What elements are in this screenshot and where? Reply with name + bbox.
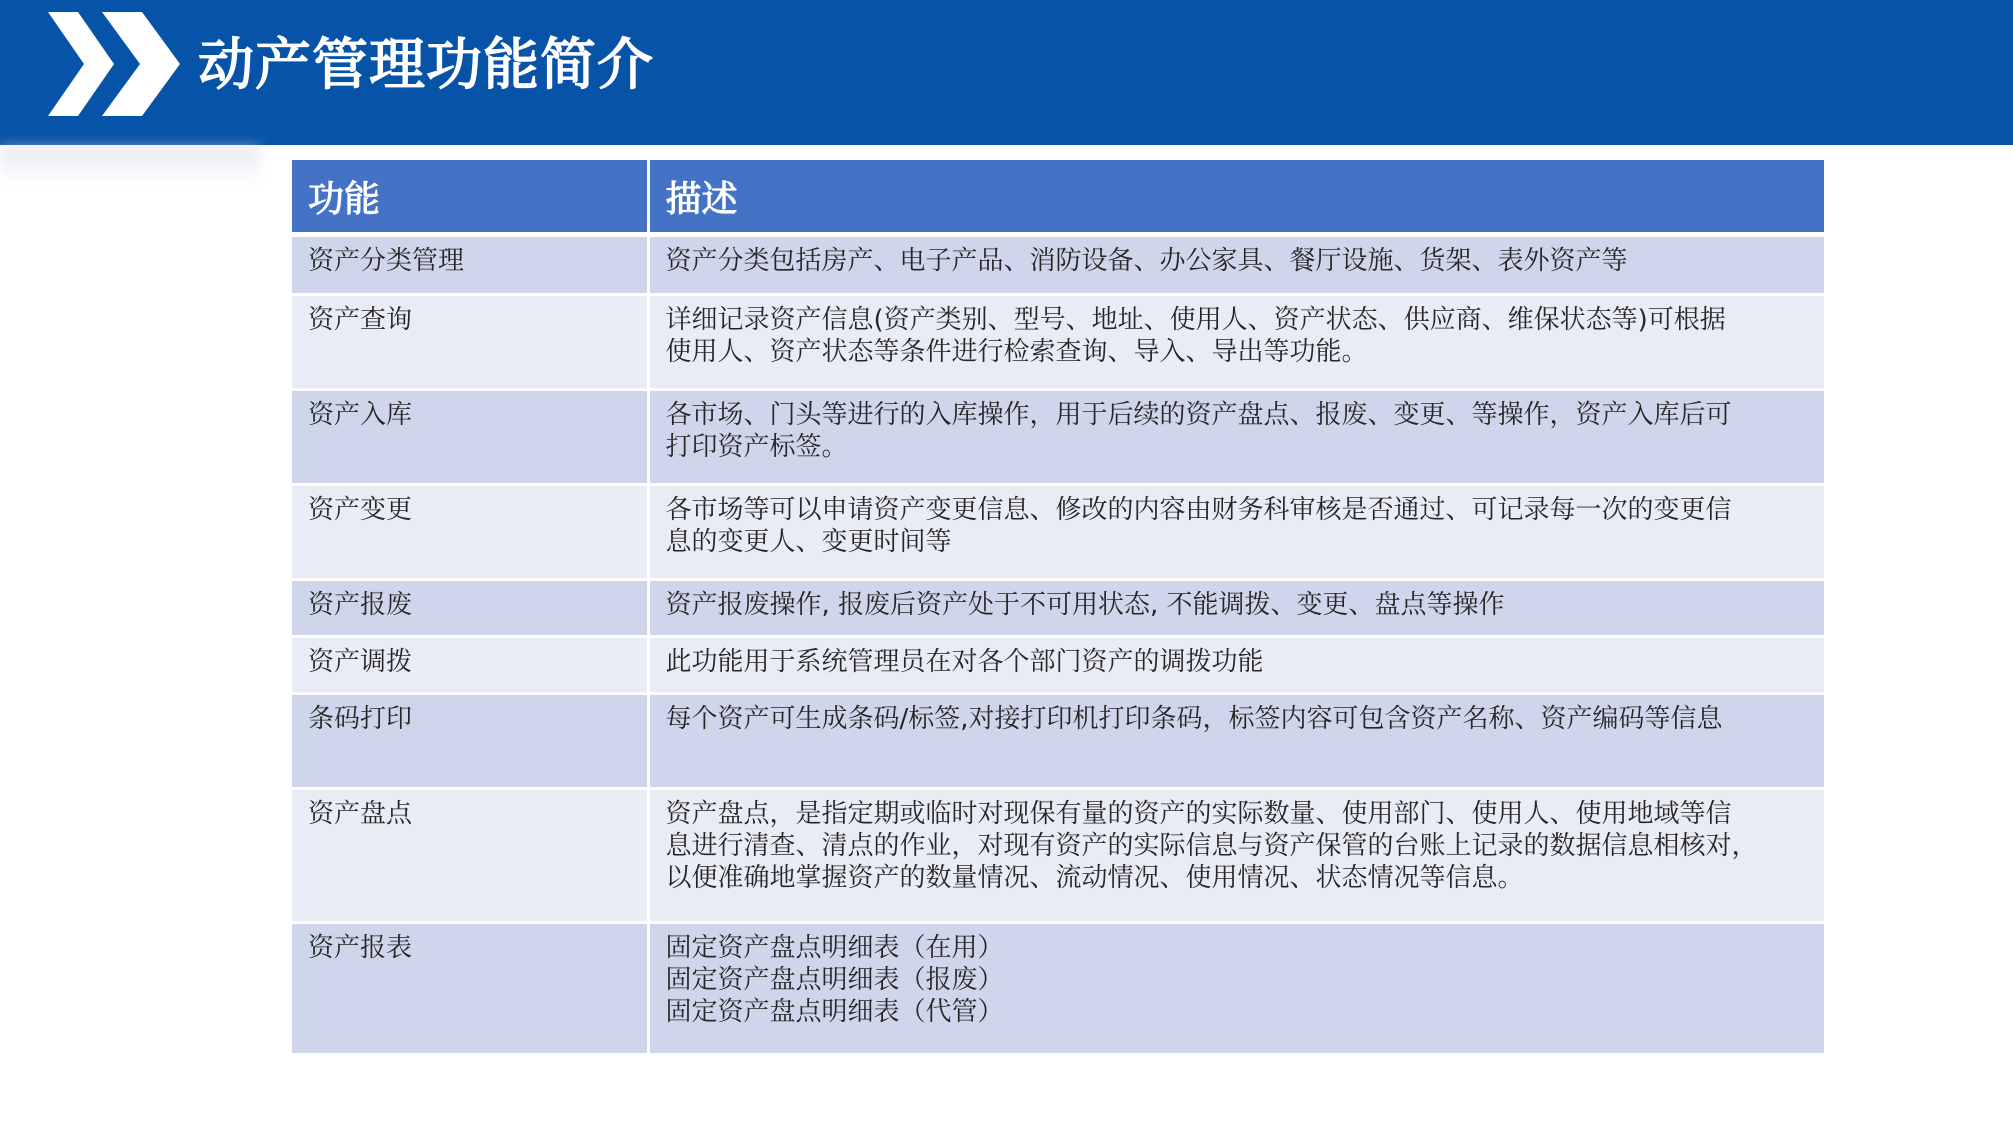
description-line: 固定资产盘点明细表（代管） xyxy=(665,997,1004,1027)
page-title: 动产管理功能简介 xyxy=(198,33,654,98)
feature-table xyxy=(292,160,1824,1056)
feature-cell: 资产报废 xyxy=(292,580,648,637)
description-line: 息的变更人、变更时间等 xyxy=(665,527,952,557)
feature-cell: 资产分类管理 xyxy=(292,235,648,295)
feature-cell: 资产入库 xyxy=(292,390,648,485)
table-row xyxy=(292,637,1824,694)
description-line: 打印资产标签。 xyxy=(665,432,848,462)
table-row xyxy=(292,390,1824,485)
feature-cell: 资产盘点 xyxy=(292,789,648,923)
description-line: 资产盘点，是指定期或临时对现保有量的资产的实际数量、使用部门、使用人、使用地域等信 xyxy=(665,799,1732,829)
table-row xyxy=(292,923,1824,1055)
description-line: 每个资产可生成条码/标签,对接打印机打印条码，标签内容可包含资产名称、资产编码等信息 xyxy=(665,704,1723,734)
description-cell xyxy=(648,789,1824,923)
description-line: 固定资产盘点明细表（在用） xyxy=(665,933,1004,963)
description-cell xyxy=(648,235,1824,295)
double-chevron-right-icon xyxy=(44,12,184,116)
description-cell xyxy=(648,694,1824,789)
description-line: 资产分类包括房产、电子产品、消防设备、办公家具、餐厅设施、货架、表外资产等 xyxy=(665,246,1628,276)
description-line: 详细记录资产信息(资产类别、型号、地址、使用人、资产状态、供应商、维保状态等)可根据 xyxy=(665,305,1726,335)
feature-cell: 资产调拨 xyxy=(292,637,648,694)
description-cell xyxy=(648,637,1824,694)
table-row xyxy=(292,295,1824,390)
table-row xyxy=(292,789,1824,923)
table-header-row xyxy=(292,160,1824,235)
description-cell xyxy=(648,390,1824,485)
column-header-feature: 功能 xyxy=(292,160,648,235)
description-cell xyxy=(648,295,1824,390)
description-line: 固定资产盘点明细表（报废） xyxy=(665,965,1004,995)
feature-cell: 资产报表 xyxy=(292,923,648,1055)
feature-cell: 条码打印 xyxy=(292,694,648,789)
description-line: 各市场等可以申请资产变更信息、修改的内容由财务科审核是否通过、可记录每一次的变更信 xyxy=(665,495,1732,525)
description-cell xyxy=(648,923,1824,1055)
table-row xyxy=(292,485,1824,580)
description-cell xyxy=(648,485,1824,580)
header-shadow xyxy=(0,145,260,185)
table-row xyxy=(292,694,1824,789)
description-line: 使用人、资产状态等条件进行检索查询、导入、导出等功能。 xyxy=(665,337,1368,367)
feature-cell: 资产变更 xyxy=(292,485,648,580)
description-line: 息进行清查、清点的作业，对现有资产的实际信息与资产保管的台账上记录的数据信息相核对， xyxy=(665,831,1758,861)
table-row xyxy=(292,580,1824,637)
table-row xyxy=(292,235,1824,295)
column-header-description: 描述 xyxy=(648,160,1824,235)
description-line: 各市场、门头等进行的入库操作，用于后续的资产盘点、报废、变更、等操作，资产入库后可 xyxy=(665,400,1732,430)
description-line: 此功能用于系统管理员在对各个部门资产的调拨功能 xyxy=(665,647,1264,677)
description-cell xyxy=(648,580,1824,637)
description-line: 以便准确地掌握资产的数量情况、流动情况、使用情况、状态情况等信息。 xyxy=(665,863,1524,893)
description-line: 资产报废操作, 报废后资产处于不可用状态, 不能调拨、变更、盘点等操作 xyxy=(665,590,1505,620)
feature-cell: 资产查询 xyxy=(292,295,648,390)
